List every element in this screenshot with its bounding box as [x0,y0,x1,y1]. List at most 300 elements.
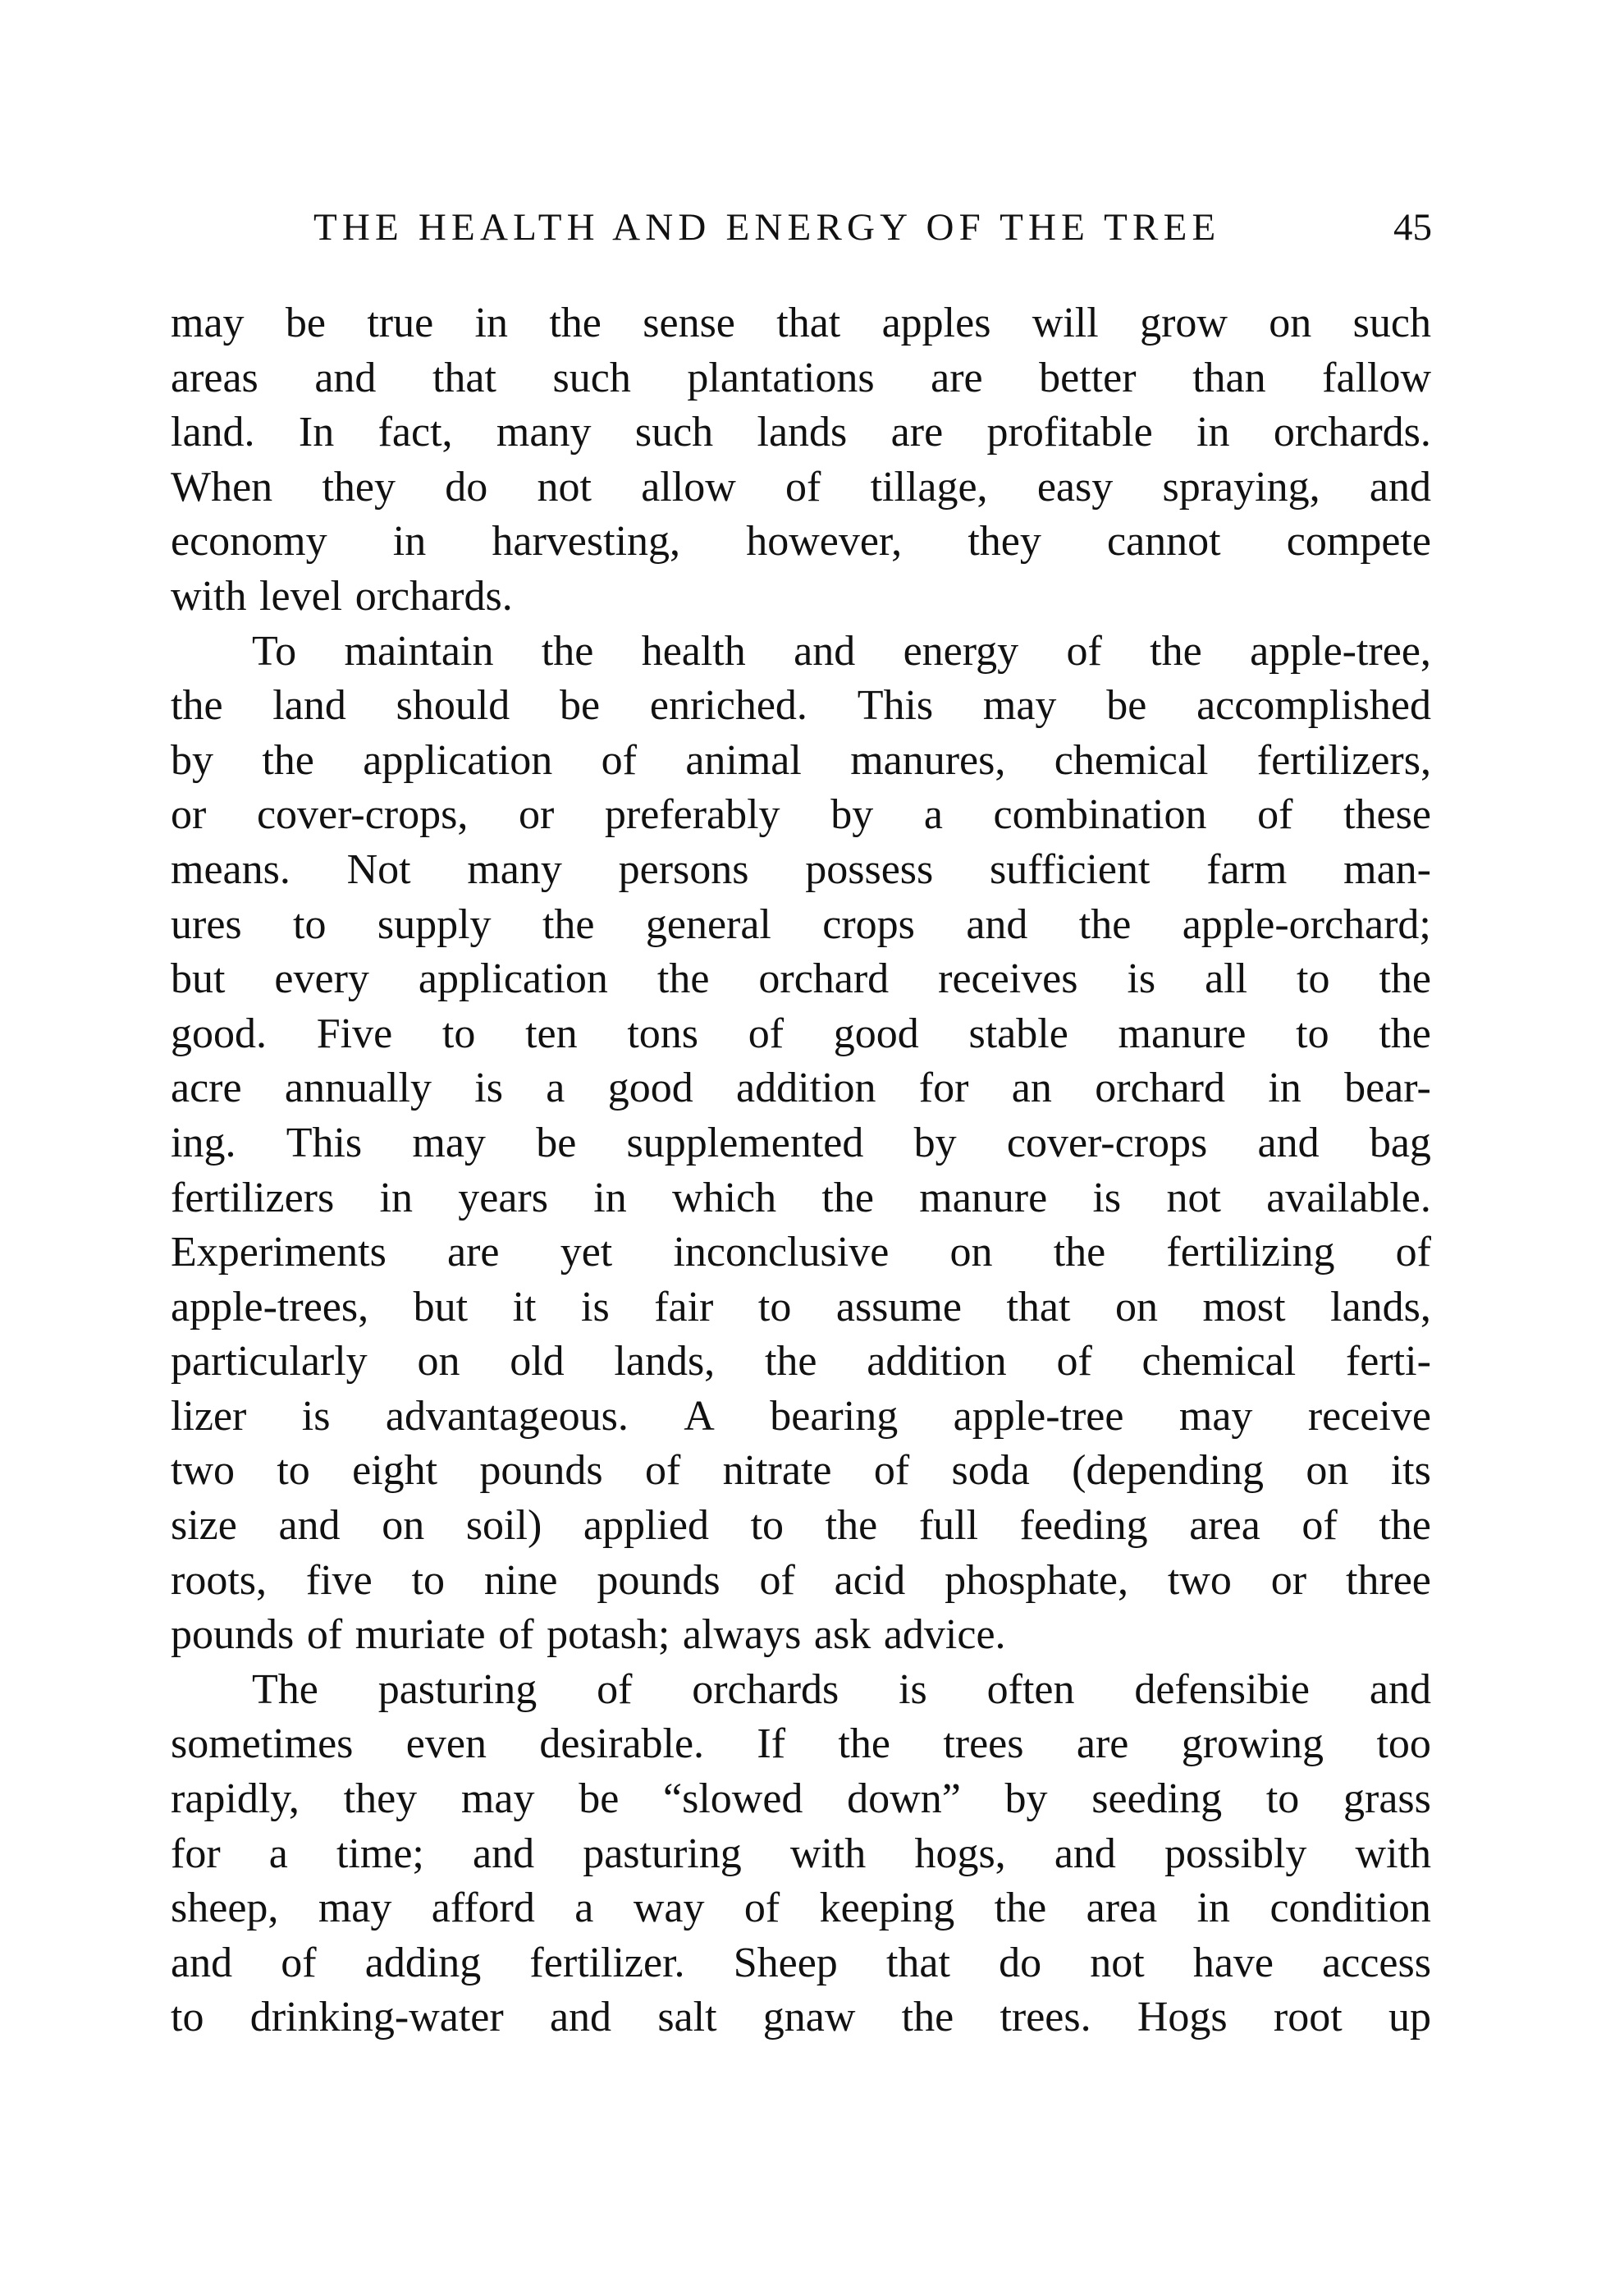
word: man- [1343,845,1431,893]
word: way [633,1885,705,1932]
running-head-title: THE HEALTH AND ENERGY OF THE TREE [313,206,1221,249]
word: health [641,627,746,675]
word: yet [560,1229,613,1276]
word: in [474,300,508,346]
word: phosphate, [945,1556,1128,1604]
word: particularly [171,1338,368,1386]
word: or [171,791,207,839]
word: in [1196,409,1230,456]
word: hogs, [914,1830,1006,1877]
word: in [379,1174,413,1221]
word: the [1379,1010,1431,1057]
word: apples [881,300,991,346]
paragraph-3 [171,1663,1431,2045]
word: or [518,791,555,839]
text-line [171,1499,1431,1554]
word: even [405,1720,487,1768]
word: on [417,1338,460,1386]
word: may [1178,1392,1253,1440]
word: fallow [1322,354,1431,401]
word: sheep, [171,1885,279,1932]
word: is [899,1665,927,1713]
word: condition [1269,1885,1431,1932]
word: chemical [1141,1338,1297,1386]
word: easy [1036,463,1114,511]
word: and [1369,1665,1431,1713]
text-line [171,843,1431,898]
word: orchards. [1273,409,1431,456]
word: economy [171,518,327,566]
word: sometimes [171,1720,354,1768]
word: the [656,955,710,1003]
word: and [549,1994,612,2041]
text-line [171,460,1431,515]
word: by [1004,1775,1048,1823]
word: bag [1369,1119,1431,1166]
word: plantations [687,354,875,401]
word: apple-tree [953,1392,1124,1440]
word: If [757,1720,786,1768]
word: they [968,518,1041,566]
word: in [1268,1065,1301,1112]
word: the [825,1502,878,1550]
word: the [901,1994,954,2041]
word: five [305,1556,373,1604]
word: than [1192,354,1266,401]
word: acid [834,1556,906,1604]
word: often [986,1665,1075,1713]
word: many [467,845,562,893]
word: addition [867,1338,1007,1386]
word: the [549,300,602,346]
word: root [1273,1994,1343,2041]
word: acre [171,1065,242,1112]
word: are [931,354,983,401]
word: tons [627,1010,698,1057]
word: is [581,1283,610,1331]
text-line [171,1007,1431,1062]
word: Not [346,845,411,893]
word: however, [746,518,903,566]
word: of [1395,1229,1431,1276]
word: adding [364,1939,482,1986]
word: and [794,627,856,675]
word: inconclusive [673,1229,890,1276]
word: not [1166,1174,1221,1221]
word: of [873,1447,910,1495]
text-line [171,296,1431,351]
word: harvesting, [492,518,681,566]
word: pounds [597,1556,721,1604]
word: which [672,1174,777,1221]
word: they [343,1775,418,1823]
word: many [496,409,592,456]
word: good. [171,1010,267,1057]
word: of [601,736,637,784]
word: to [171,1994,204,2041]
word: The [252,1665,318,1713]
word: the [1078,900,1132,948]
word: or [1270,1556,1307,1604]
word: is [1092,1174,1122,1221]
word: ferti- [1345,1338,1431,1386]
word: ask [813,1611,871,1659]
word: application [363,736,553,784]
word: potash; [547,1611,670,1659]
word: orchard [1095,1065,1225,1112]
word: an [1011,1065,1052,1112]
word: may [171,300,245,346]
word: are [447,1229,500,1276]
word: are [1076,1720,1129,1768]
body-text [171,296,1431,2045]
text-line [171,625,1431,680]
word: but [413,1283,469,1331]
word: it [512,1283,537,1331]
word: area [1189,1502,1260,1550]
page-number: 45 [1393,206,1432,249]
word: of [1066,627,1102,675]
word: the [542,900,595,948]
word: to [757,1283,792,1331]
word: defensibie [1134,1665,1311,1713]
word: soda [951,1447,1030,1495]
word: too [1376,1720,1431,1768]
text-line [171,1171,1431,1226]
word: This [857,682,934,730]
word: enriched. [649,682,807,730]
word: lizer [171,1392,247,1440]
text-line [171,1335,1431,1390]
word: is [474,1065,503,1112]
text-line [171,1772,1431,1827]
word: possibly [1164,1830,1307,1877]
word: supplemented [626,1119,864,1166]
word: annually [284,1065,432,1112]
word: sufficient [990,845,1151,893]
word: seeding [1091,1775,1223,1823]
word: Experiments [171,1229,387,1276]
word: and [1054,1830,1116,1877]
word: be [285,300,326,346]
word: with [1355,1830,1431,1877]
text-line [171,1444,1431,1499]
word: and [278,1502,341,1550]
word: on [949,1229,993,1276]
text-line [171,898,1431,953]
word: to [441,1010,476,1057]
text-line [171,1827,1431,1882]
word: the [541,627,594,675]
word: that [885,1939,950,1986]
word: fertilizing [1166,1229,1335,1276]
word: years [458,1174,548,1221]
word: drinking-water [249,1994,504,2041]
word: on [1114,1283,1158,1331]
paragraph-2 [171,625,1431,1663]
text-line [171,679,1431,734]
word: of [1257,791,1293,839]
word: tillage, [870,463,988,511]
word: level [259,572,343,620]
word: and [171,1939,233,1986]
word: the [1053,1229,1106,1276]
word: with [171,572,247,620]
text-line [171,734,1431,789]
word: lands, [614,1338,716,1386]
text-line [171,1990,1431,2045]
word: in [1196,1885,1231,1932]
text-line [171,1280,1431,1335]
word: the [838,1720,890,1768]
word: grass [1343,1775,1431,1823]
word: may [318,1885,392,1932]
word: grow [1140,300,1228,346]
word: better [1039,354,1137,401]
word: receive [1307,1392,1431,1440]
word: to [1265,1775,1300,1823]
word: “slowed [663,1775,803,1823]
word: Hogs [1137,1994,1228,2041]
word: old [510,1338,565,1386]
word: a [546,1065,565,1112]
word: trees. [1000,1994,1091,2041]
word: is [301,1392,331,1440]
text-line [171,1390,1431,1445]
word: are [890,409,944,456]
word: the [262,736,314,784]
word: to [1297,955,1330,1003]
word: fertilizer. [529,1939,685,1986]
word: do [445,463,488,511]
word: To [252,627,297,675]
word: roots, [171,1556,267,1604]
word: keeping [819,1885,955,1932]
word: orchard [758,955,890,1003]
word: general [645,900,771,948]
word: preferably [604,791,780,839]
word: A [684,1392,715,1440]
text-line [171,1225,1431,1280]
text-line [171,515,1431,570]
word: Five [316,1010,393,1057]
word: nine [483,1556,558,1604]
word: on [1306,1447,1349,1495]
word: should [396,682,510,730]
word: that [1006,1283,1071,1331]
word: rapidly, [171,1775,300,1823]
word: orchards. [355,572,513,620]
word: manures, [850,736,1006,784]
text-line [171,952,1431,1007]
word: lands [757,409,848,456]
word: bearing [770,1392,899,1440]
word: the [994,1885,1047,1932]
word: cover-crops [1006,1119,1208,1166]
word: a [268,1830,288,1877]
text-line [171,1554,1431,1609]
word: up [1388,1994,1431,2041]
word: (depending [1072,1447,1265,1495]
word: This [286,1119,363,1166]
word: and [966,900,1028,948]
word: on [1269,300,1312,346]
word: size [171,1502,237,1550]
word: be [1106,682,1147,730]
word: to [1296,1010,1329,1057]
word: manure [1118,1010,1247,1057]
text-line [171,570,1431,625]
word: three [1345,1556,1431,1604]
paragraph-1 [171,296,1431,625]
word: afford [431,1885,535,1932]
word: to [293,900,327,948]
word: to [277,1447,310,1495]
word: by [913,1119,957,1166]
word: may [412,1119,486,1166]
word: addition [736,1065,876,1112]
word: compete [1286,518,1431,566]
word: advice. [883,1611,1006,1659]
word: most [1202,1283,1286,1331]
word: ing. [171,1119,236,1166]
word: trees [943,1720,1024,1768]
word: soil) [465,1502,542,1550]
word: such [552,354,631,401]
word: eight [352,1447,438,1495]
word: to [411,1556,446,1604]
word: fact, [377,409,453,456]
word: in [392,518,427,566]
word: access [1322,1939,1431,1986]
word: feeding [1019,1502,1148,1550]
word: farm [1206,845,1288,893]
word: time; [336,1830,424,1877]
word: muriate [355,1611,486,1659]
word: allow [641,463,736,511]
word: and [314,354,377,401]
word: In [298,409,335,456]
word: good [833,1010,919,1057]
word: salt [657,1994,717,2041]
word: area [1086,1885,1158,1932]
word: not [1090,1939,1145,1986]
word: fair [654,1283,714,1331]
word: fertilizers [171,1174,335,1221]
word: such [1352,300,1431,346]
word: pasturing [377,1665,538,1713]
word: of [645,1447,681,1495]
text-line [171,788,1431,843]
word: the [1379,1502,1431,1550]
word: be [579,1775,620,1823]
word: a [923,791,943,839]
word: two [171,1447,235,1495]
word: apple-tree, [1250,627,1431,675]
word: will [1032,300,1099,346]
word: good [607,1065,693,1112]
word: be [536,1119,577,1166]
word: fertilizers, [1256,736,1431,784]
word: pasturing [583,1830,742,1877]
word: accomplished [1196,682,1431,730]
text-line [171,351,1431,406]
word: true [367,300,434,346]
word: be [560,682,601,730]
word: pounds [479,1447,603,1495]
word: its [1390,1447,1431,1495]
text-line [171,405,1431,460]
word: maintain [344,627,494,675]
text-line [171,1061,1431,1116]
word: all [1205,955,1248,1003]
word: of [597,1665,633,1713]
word: two [1167,1556,1232,1604]
word: combination [993,791,1207,839]
running-head [313,208,1432,247]
word: the [171,682,223,730]
word: Sheep [733,1939,838,1986]
word: of [785,463,821,511]
word: such [634,409,714,456]
word: land [272,682,346,730]
word: of [1301,1502,1338,1550]
word: cover-crops, [256,791,469,839]
word: the [1150,627,1202,675]
word: desirable. [539,1720,705,1768]
word: of [498,1611,534,1659]
word: with [789,1830,867,1877]
word: of [743,1885,780,1932]
word: applied [583,1502,709,1550]
word: apple-orchard; [1182,900,1431,948]
word: land. [171,409,255,456]
text-line [171,1663,1431,1718]
word: energy [903,627,1019,675]
word: is [1127,955,1156,1003]
word: every [274,955,369,1003]
word: ures [171,900,242,948]
word: profitable [986,409,1153,456]
text-line [171,1608,1431,1663]
word: in [593,1174,627,1221]
text-line [171,1717,1431,1772]
word: of [759,1556,795,1604]
word: nitrate [722,1447,832,1495]
word: apple-trees, [171,1283,369,1331]
word: have [1192,1939,1274,1986]
word: full [918,1502,979,1550]
word: and [1257,1119,1320,1166]
word: down” [847,1775,961,1823]
word: do [999,1939,1042,1986]
text-line [171,1936,1431,1991]
word: areas [171,354,258,401]
word: to [750,1502,785,1550]
word: receives [938,955,1078,1003]
word: means. [171,845,290,893]
word: the [1379,955,1431,1003]
word: may [460,1775,535,1823]
word: crops [822,900,915,948]
word: a [574,1885,594,1932]
word: advantageous. [385,1392,629,1440]
word: of [1056,1338,1092,1386]
word: manure [919,1174,1048,1221]
word: sense [643,300,735,346]
word: the [821,1174,874,1221]
word: always [682,1611,802,1659]
